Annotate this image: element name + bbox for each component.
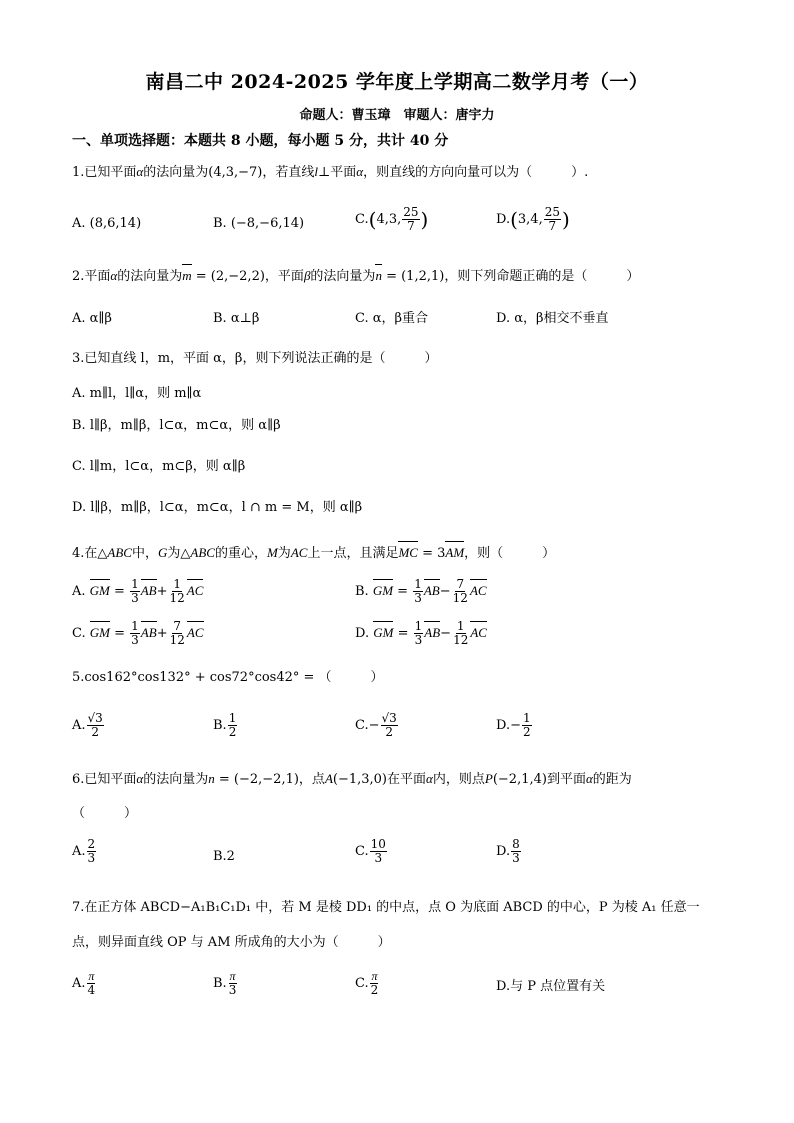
- question-1-option-b[interactable]: B. (−8,−6,14): [213, 216, 305, 231]
- question-2-option-d[interactable]: D. α，β相交不垂直: [496, 311, 609, 326]
- question-5-option-a[interactable]: A. $\frac{√3}{2}$: [72, 711, 103, 739]
- exam-title: 南昌二中 2024-2025 学年度上学期高二数学月考（一）: [145, 71, 649, 93]
- question-5-option-b[interactable]: B. $\frac{1}{2}$: [213, 711, 237, 739]
- question-4-option-d[interactable]: D. GM = $\frac{1}{3}$ AB− $\frac{1}{12}$ AC: [355, 619, 487, 647]
- question-3-option-d[interactable]: D. l∥β，m∥β，l⊂α，m⊂α，l ∩ m = M，则 α∥β: [72, 500, 363, 515]
- question-3-stem: 3.已知直线 l，m，平面 α，β，则下列说法正确的是（ ）: [72, 351, 438, 366]
- question-6-stem: 6.已知平面α的法向量为n = (−2,−2,1)，点A(−1,3,0)在平面α内，则点P(−2,1,4)到平面α的距为: [72, 771, 632, 787]
- question-6-option-d[interactable]: D. $\frac{8}{3}$: [496, 837, 520, 865]
- question-3-option-c[interactable]: C. l∥m，l⊂α，m⊂β，则 α∥β: [72, 459, 246, 474]
- question-6-option-b[interactable]: B.2: [213, 849, 235, 864]
- question-1-stem: 1.已知平面α的法向量为(4,3,−7)，若直线l⊥平面α，则直线的方向向量可以为（ ）.: [72, 164, 589, 180]
- question-7-stem-line2: 点，则异面直线 OP 与 AM 所成角的大小为（ ）: [72, 935, 391, 950]
- question-2-option-a[interactable]: A. α∥β: [72, 311, 112, 326]
- question-6-option-a[interactable]: A. $\frac{2}{3}$: [72, 837, 96, 865]
- question-5-stem: 5.cos162°cos132° + cos72°cos42° = （ ）: [72, 670, 384, 685]
- question-4-option-b[interactable]: B. GM = $\frac{1}{3}$ AB− $\frac{7}{12}$ AC: [355, 577, 487, 605]
- question-7-option-c[interactable]: C. $\frac{\pi}{2}$: [355, 969, 379, 997]
- question-3-option-a[interactable]: A. m∥l，l∥α，则 m∥α: [72, 386, 202, 401]
- question-1-option-d[interactable]: D.(3,4, $\frac{25}{7}$ ): [496, 205, 570, 233]
- question-4-option-a[interactable]: A. GM = $\frac{1}{3}$ AB+ $\frac{1}{12}$ AC: [72, 577, 204, 605]
- question-1-option-c[interactable]: C.(4,3, $\frac{25}{7}$ ): [355, 205, 429, 233]
- question-3-option-b[interactable]: B. l∥β，m∥β，l⊂α，m⊂α，则 α∥β: [72, 418, 281, 433]
- question-6-option-c[interactable]: C. $\frac{10}{3}$: [355, 837, 386, 865]
- question-7-option-a[interactable]: A. $\frac{\pi}{4}$: [72, 969, 96, 997]
- question-2-option-b[interactable]: B. α⊥β: [213, 311, 260, 326]
- question-5-option-c[interactable]: C.− $\frac{√3}{2}$: [355, 711, 397, 739]
- question-2-stem: 2.平面α的法向量为m = (2,−2,2)，平面β的法向量为n = (1,2,1)，则下列命题正确的是（ ）: [72, 268, 640, 284]
- question-4-stem: 4.在△ABC中，G为△ABC的重心，M为AC上一点，且满足MC = 3AM，则（ ）: [72, 545, 556, 561]
- section-heading: 一、单项选择题：本题共 8 小题，每小题 5 分，共计 40 分: [72, 133, 449, 149]
- question-7-option-b[interactable]: B. $\frac{\pi}{3}$: [213, 969, 237, 997]
- question-7-stem: 7.在正方体 ABCD−A₁B₁C₁D₁ 中，若 M 是棱 DD₁ 的中点，点 O 为底面 ABCD 的中心，P 为棱 A₁ 任意一: [72, 900, 700, 915]
- question-2-option-c[interactable]: C. α，β重合: [355, 311, 429, 326]
- question-4-option-c[interactable]: C. GM = $\frac{1}{3}$ AB+ $\frac{7}{12}$ AC: [72, 619, 204, 647]
- question-7-option-d[interactable]: D.与 P 点位置有关: [496, 979, 606, 994]
- question-1-option-a[interactable]: A. (8,6,14): [72, 216, 142, 231]
- question-6-stem-line2: （ ）: [72, 806, 138, 821]
- question-5-option-d[interactable]: D.− $\frac{1}{2}$: [496, 711, 531, 739]
- exam-authors: 命题人：曹玉璋 审题人：唐宇力: [299, 108, 495, 123]
